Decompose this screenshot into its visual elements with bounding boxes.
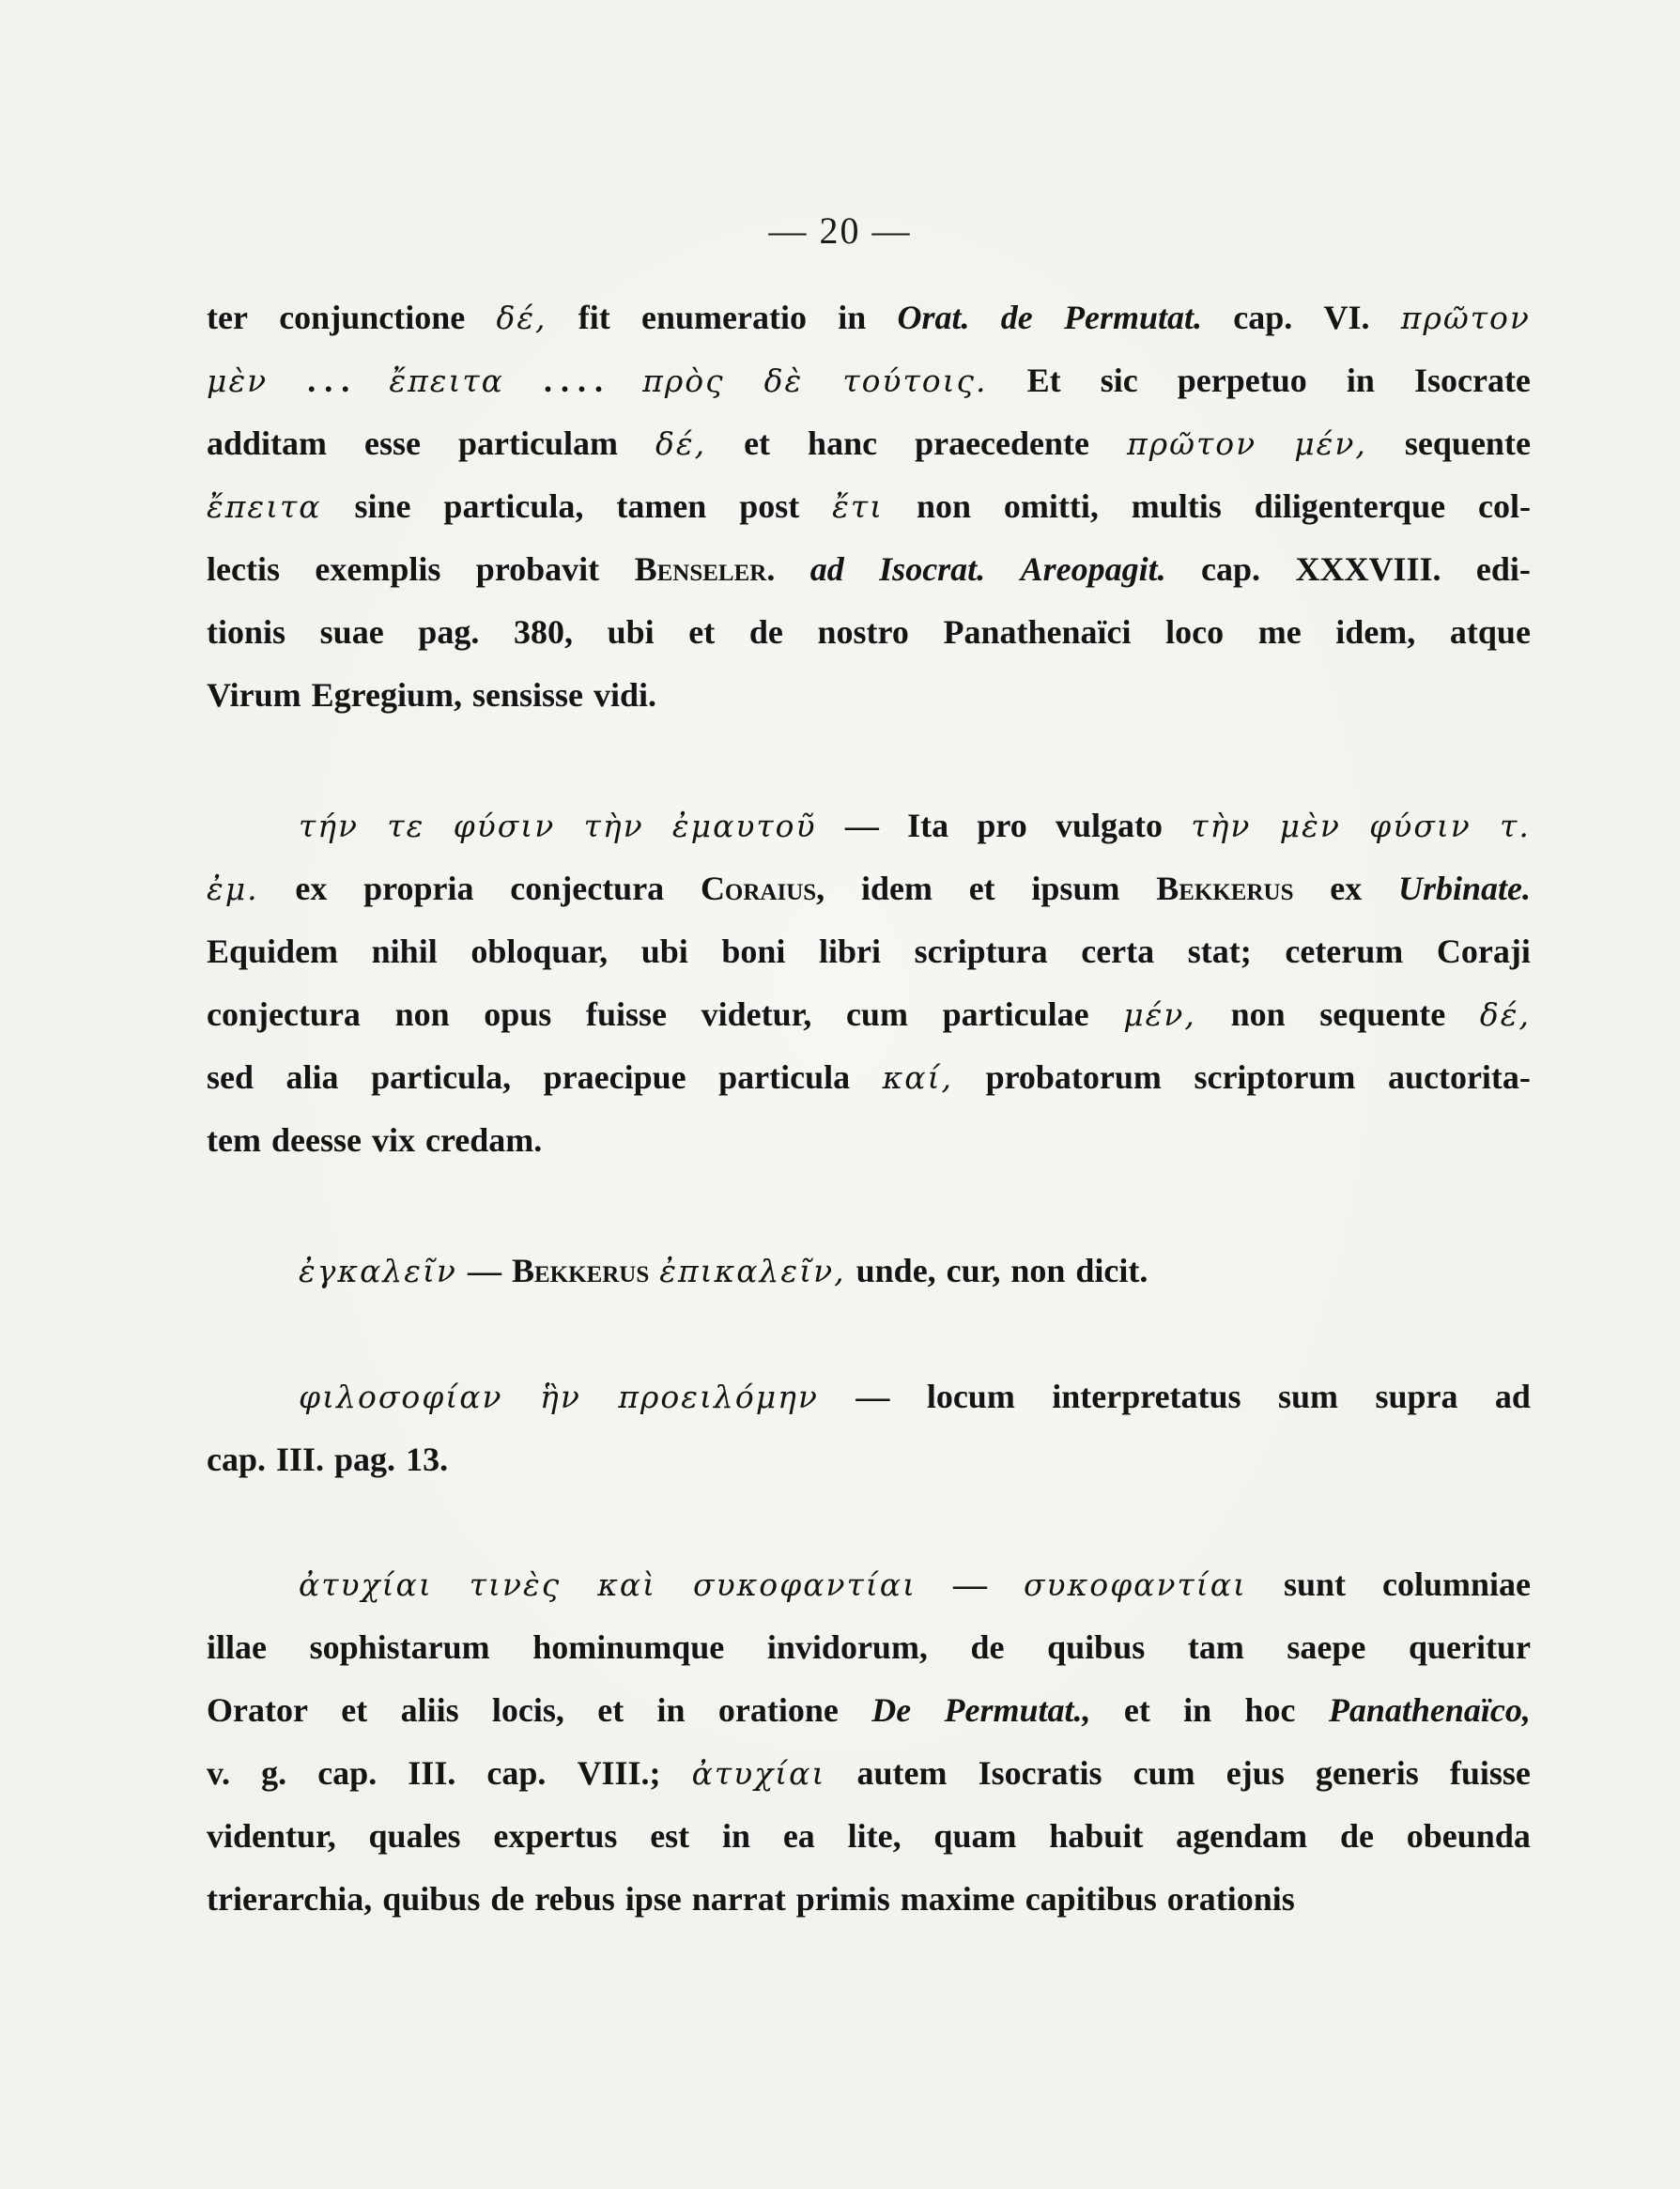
word: ἣν (540, 1379, 581, 1415)
word: loco (1165, 613, 1225, 651)
word: interpretatus (1052, 1378, 1241, 1415)
word: Bekkerus (1156, 870, 1294, 907)
word: φύσιν (453, 808, 556, 844)
word: φύσιν (1369, 808, 1472, 844)
word: col- (1477, 487, 1531, 525)
word: auctorita- (1387, 1058, 1531, 1096)
word: cap. (317, 1754, 378, 1792)
word: Permutat. (1064, 299, 1203, 336)
word: particula, (443, 487, 584, 525)
word: non (916, 487, 972, 525)
word: Areopagit. (1020, 550, 1166, 588)
word: locis, (491, 1691, 564, 1729)
word: invidorum, (766, 1628, 928, 1666)
word: ἀτυχίαι (691, 1755, 826, 1792)
word: obeunda (1406, 1817, 1531, 1855)
word: VI. (1323, 299, 1370, 336)
paragraph-enkalein (207, 1240, 1531, 1303)
word: lite, (847, 1817, 902, 1855)
text-line (207, 286, 1531, 349)
word: atque (1449, 613, 1531, 651)
word: sophistarum (309, 1628, 490, 1666)
word: habuit (1049, 1817, 1144, 1855)
word: Virum (207, 676, 301, 714)
word: praecipue (543, 1058, 686, 1096)
word: vix (371, 1121, 415, 1159)
word: de (748, 613, 783, 651)
word: et (341, 1691, 368, 1729)
word: pag. (418, 613, 480, 651)
word: de (1000, 299, 1033, 336)
word: generis (1315, 1754, 1419, 1792)
text-line (207, 412, 1531, 475)
word: fuisse (585, 995, 667, 1033)
word: ter (207, 299, 248, 336)
word: III. (408, 1754, 456, 1792)
text-line (207, 601, 1531, 664)
word: nostro (817, 613, 909, 651)
word: προειλόμην (618, 1379, 819, 1415)
word: expertus (493, 1817, 618, 1855)
word: vulgato (1056, 807, 1164, 844)
text-line (207, 1616, 1531, 1679)
word: sic (1100, 362, 1138, 399)
word: τούτοις. (842, 362, 988, 399)
word: scriptura (914, 933, 1048, 970)
word: pag. (334, 1441, 396, 1478)
word: τ. (1500, 808, 1531, 844)
word: perpetuo (1177, 362, 1307, 399)
word: pro (977, 807, 1027, 844)
text-line (207, 538, 1531, 601)
word: de (1339, 1817, 1374, 1855)
word: conjunctione (279, 299, 466, 336)
word: et (1123, 1691, 1150, 1729)
word: dicit. (1075, 1252, 1148, 1289)
word: et (744, 424, 771, 462)
text-line (207, 1553, 1531, 1616)
word: tam (1187, 1628, 1244, 1666)
word: Coraji (1436, 933, 1531, 970)
word: agendam (1176, 1817, 1308, 1855)
word: συκοφαντίαι (693, 1566, 917, 1603)
word: opus (484, 995, 552, 1033)
word: μὲν (207, 362, 269, 399)
word: cur, (946, 1252, 1001, 1289)
word: Bekkerus (511, 1252, 650, 1289)
word: cap. (1233, 299, 1293, 336)
word: τὴν (583, 808, 644, 844)
word: quales (368, 1817, 461, 1855)
word: non (1230, 995, 1286, 1033)
word: rebus (534, 1880, 615, 1918)
word: ad (809, 550, 844, 588)
word: hoc (1244, 1691, 1296, 1729)
text-line (207, 1240, 1531, 1303)
text-line (207, 1805, 1531, 1868)
word: diligenterque (1254, 487, 1446, 525)
word: nihil (371, 933, 438, 970)
text-line (207, 1046, 1531, 1109)
word: Egregium, (311, 676, 462, 714)
word: Coraius, (700, 870, 825, 907)
word: lectis (207, 550, 280, 588)
word: unde, (855, 1252, 936, 1289)
text-line (207, 1868, 1531, 1931)
word: credam. (424, 1121, 543, 1159)
word: edi- (1475, 550, 1531, 588)
text-line (207, 1109, 1531, 1172)
paragraph-conjunction-de (207, 286, 1531, 727)
word: conjectura (510, 870, 665, 907)
word: συκοφαντίαι (1023, 1566, 1247, 1603)
paragraph-philosophian (207, 1365, 1531, 1491)
text-line (207, 1742, 1531, 1805)
word: cap. (1201, 550, 1261, 588)
word: de (490, 1880, 525, 1918)
word: . . . (307, 362, 350, 399)
word: suae (319, 613, 384, 651)
word: Panathenaïco, (1328, 1691, 1531, 1729)
word: hominumque (532, 1628, 725, 1666)
word: aliis (400, 1691, 459, 1729)
word: μέν, (1294, 425, 1367, 462)
word: sequente (1319, 995, 1446, 1033)
word: ἀτυχίαι (299, 1566, 433, 1603)
word: μὲν (1279, 808, 1341, 844)
word: ex (295, 870, 328, 907)
word: maxime (900, 1880, 1015, 1918)
word: III. (276, 1441, 325, 1478)
word: probavit (475, 550, 600, 588)
word: non (394, 995, 450, 1033)
word: sensisse (472, 676, 584, 714)
word: et (597, 1691, 624, 1729)
word: τινὲς (469, 1566, 562, 1603)
word: 13. (406, 1441, 449, 1478)
word: De (871, 1691, 912, 1729)
word: δέ, (1479, 996, 1531, 1033)
word: propria (363, 870, 474, 907)
word: trierarchia, (207, 1880, 373, 1918)
word: in (1346, 362, 1375, 399)
word: cap. (207, 1441, 266, 1478)
word: v. (207, 1754, 231, 1792)
word: φιλοσοφίαν (299, 1379, 503, 1415)
word: certa (1081, 933, 1155, 970)
word: idem (860, 870, 932, 907)
word: — (467, 1252, 501, 1289)
word: τε (387, 808, 425, 844)
word: libri (819, 933, 882, 970)
word: ubi (607, 613, 655, 651)
text-line (207, 920, 1531, 983)
word: in (1183, 1691, 1212, 1729)
word: particulam (458, 424, 618, 462)
word: deesse (270, 1121, 362, 1159)
word: autem (856, 1754, 948, 1792)
word: additam (207, 424, 328, 462)
word: vidi. (593, 676, 657, 714)
word: Benseler. (634, 550, 776, 588)
text-line (207, 664, 1531, 727)
word: multis (1131, 487, 1222, 525)
text-line (207, 1679, 1531, 1742)
word: Permutat., (944, 1691, 1091, 1729)
word: omitti, (1003, 487, 1099, 525)
word: capitibus (1025, 1880, 1157, 1918)
word: stat; (1187, 933, 1252, 970)
word: in (721, 1817, 751, 1855)
word: saepe (1287, 1628, 1366, 1666)
word: Et (1026, 362, 1061, 399)
word: πρὸς (642, 362, 725, 399)
word: — (953, 1565, 987, 1603)
word: — (844, 807, 879, 844)
word: primis (795, 1880, 890, 1918)
page-number: — 20 — (768, 209, 912, 252)
text-line (207, 857, 1531, 920)
word: supra (1375, 1378, 1458, 1415)
word: columniae (1381, 1565, 1531, 1603)
word: queritur (1409, 1628, 1531, 1666)
word: Orat. (897, 299, 970, 336)
word: de (970, 1628, 1005, 1666)
word: boni (721, 933, 786, 970)
word: Ita (907, 807, 949, 844)
word: g. (261, 1754, 287, 1792)
word: ea (782, 1817, 815, 1855)
word: ἔπειτα (207, 488, 322, 525)
word: hanc (808, 424, 878, 462)
word: alia (285, 1058, 339, 1096)
word: quibus (1047, 1628, 1146, 1666)
word: πρῶτον (1127, 425, 1257, 462)
paragraph-ten-te-physin (207, 794, 1531, 1172)
word: ipsum (1031, 870, 1120, 907)
text-line (207, 349, 1531, 412)
word: in (838, 299, 867, 336)
word: particulae (942, 995, 1089, 1033)
word: XXXVIII. (1295, 550, 1441, 588)
word: δέ, (655, 425, 707, 462)
word: sine (354, 487, 411, 525)
word: post (739, 487, 800, 525)
word: orationis (1166, 1880, 1295, 1918)
word: ejus (1225, 1754, 1285, 1792)
word: Orator (207, 1691, 308, 1729)
word: Isocratis (978, 1754, 1102, 1792)
word: Panathenaïci (943, 613, 1132, 651)
word: 380, (513, 613, 573, 651)
word: μέν, (1123, 996, 1196, 1033)
word: τήν (299, 808, 360, 844)
word: conjectura (207, 995, 361, 1033)
word: τὴν (1191, 808, 1252, 844)
word: in (656, 1691, 686, 1729)
word: est (650, 1817, 690, 1855)
word: fit (578, 299, 610, 336)
word: tionis (207, 613, 286, 651)
word: tamen (616, 487, 707, 525)
word: cum (845, 995, 908, 1033)
word: ad (1494, 1378, 1531, 1415)
word: Urbinate. (1397, 870, 1531, 907)
word: obloquar, (470, 933, 609, 970)
word: VIII.; (577, 1754, 661, 1792)
word: praecedente (915, 424, 1090, 462)
word: δέ, (496, 300, 547, 336)
word: non (1010, 1252, 1066, 1289)
word: esse (364, 424, 422, 462)
text-line (207, 794, 1531, 857)
word: oratione (717, 1691, 839, 1729)
word: — (855, 1378, 890, 1415)
word: videtur, (701, 995, 812, 1033)
word: καί, (882, 1059, 954, 1096)
word: Equidem (207, 933, 339, 970)
word: scriptorum (1194, 1058, 1356, 1096)
word: ex (1330, 870, 1363, 907)
word: δὲ (763, 362, 804, 399)
word: cum (1133, 1754, 1195, 1792)
word: Isocrate (1413, 362, 1531, 399)
word: ubi (640, 933, 688, 970)
word: πρῶτον (1400, 300, 1531, 336)
word: enumeratio (641, 299, 807, 336)
word: ἐμαυτοῦ (671, 808, 817, 844)
word: illae (207, 1628, 267, 1666)
word: tem (207, 1121, 261, 1159)
text-line (207, 1365, 1531, 1428)
word: idem, (1335, 613, 1416, 651)
word: videntur, (207, 1817, 336, 1855)
word: ἐμ. (207, 871, 259, 907)
word: sunt (1283, 1565, 1346, 1603)
word: sed (207, 1058, 254, 1096)
word: . . . . (544, 362, 604, 399)
word: Isocrat. (879, 550, 986, 588)
word: exemplis (315, 550, 441, 588)
word: fuisse (1449, 1754, 1531, 1792)
word: ipse (624, 1880, 682, 1918)
word: sum (1277, 1378, 1339, 1415)
text-line (207, 983, 1531, 1046)
word: particula (718, 1058, 851, 1096)
word: et (688, 613, 716, 651)
word: καὶ (597, 1566, 657, 1603)
word: narrat (691, 1880, 786, 1918)
word: ἐπικαλεῖν, (659, 1253, 846, 1289)
word: sequente (1404, 424, 1531, 462)
text-line (207, 1428, 1531, 1491)
word: cap. (486, 1754, 547, 1792)
word: ἔπειτα (389, 362, 504, 399)
word: ceterum (1285, 933, 1404, 970)
word: quam (933, 1817, 1017, 1855)
word: locum (926, 1378, 1015, 1415)
word: ἐγκαλεῖν (299, 1253, 457, 1289)
paragraph-atychiai (207, 1553, 1531, 1931)
text-line (207, 475, 1531, 538)
word: probatorum (985, 1058, 1162, 1096)
word: et (968, 870, 995, 907)
word: particula, (371, 1058, 512, 1096)
word: quibus (382, 1880, 481, 1918)
word: me (1257, 613, 1302, 651)
word: ἔτι (832, 488, 885, 525)
